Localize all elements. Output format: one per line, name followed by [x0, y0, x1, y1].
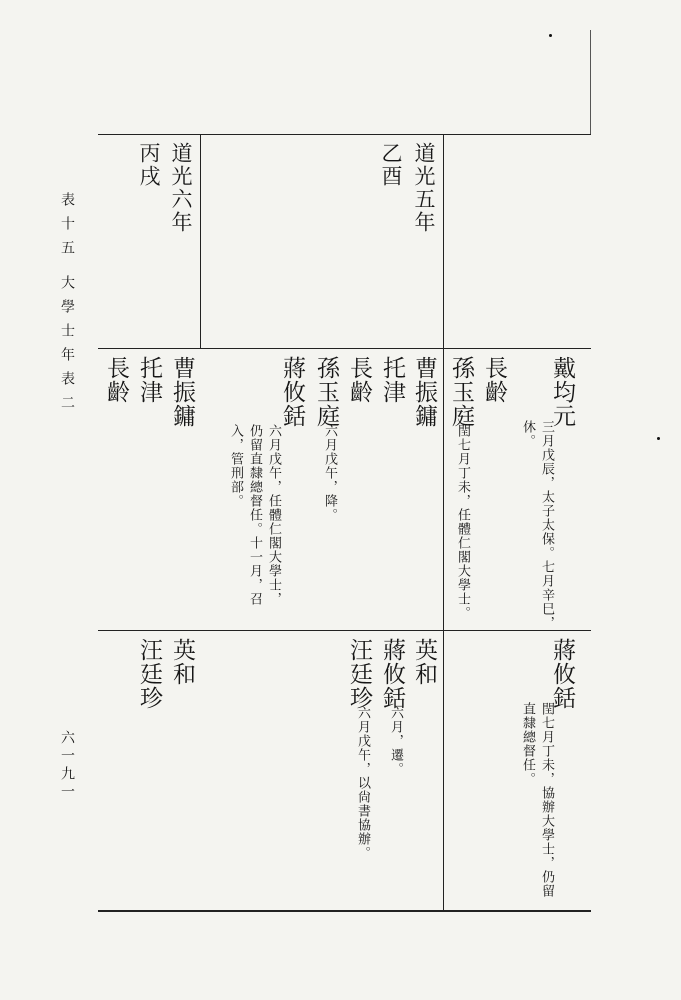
y5-manchu-name-5: 托津: [379, 356, 405, 404]
table-right-rule: [590, 30, 591, 134]
y5-manchu-name-1: 戴均元: [549, 356, 575, 428]
y5-manchu-name-2: 長齡: [481, 356, 507, 404]
scan-speck: [657, 437, 660, 440]
y5-manchu-note-3: 閏七月丁未，任體仁閣大學士。: [455, 424, 470, 620]
year-y5-era: 道光五年: [412, 142, 436, 234]
y5-assistant-note-1: 閏七月丁未，協辦大學士，仍留直隸總督任。: [520, 702, 554, 898]
y5-assistant-name-1: 蔣攸銛: [549, 638, 575, 710]
table-bottom-rule: [98, 910, 591, 912]
y5-assistant-note-4: 六月戊午，以尙書協辦。: [355, 706, 370, 860]
y5-manchu-note-7: 六月戊午，降。: [322, 424, 337, 522]
y6-manchu-name-2: 托津: [136, 356, 162, 404]
scan-speck: [549, 34, 552, 37]
y5-manchu-note-8: 六月戊午，任體仁閣大學士，仍留直隸總督任。十一月，召入，管刑部。: [228, 424, 281, 606]
y6-manchu-name-3: 長齡: [103, 356, 129, 404]
margin-table-title: 大學士年表二: [59, 275, 75, 419]
y6-assistant-name-1: 英和: [169, 638, 195, 686]
margin-page-number: 六一九一: [59, 730, 75, 802]
y5-manchu-name-7: 孫玉庭: [313, 356, 339, 428]
y5-manchu-name-8: 蔣攸銛: [279, 356, 305, 428]
y5-assistant-note-3: 六月，遷。: [388, 706, 403, 776]
margin-section: 表十五: [59, 192, 75, 264]
y5-assistant-name-4: 汪廷珍: [346, 638, 372, 710]
column-rule-2: [443, 134, 444, 910]
y6-manchu-name-1: 曹振鏞: [169, 356, 195, 428]
y5-manchu-name-3: 孫玉庭: [448, 356, 474, 428]
year-y6-era: 道光六年: [169, 142, 193, 234]
row-rule-1: [98, 348, 591, 349]
y6-assistant-name-2: 汪廷珍: [136, 638, 162, 710]
y5-manchu-note-1: 三月戊辰，太子太保。七月辛巳，休。: [520, 420, 554, 630]
y5-assistant-name-3: 蔣攸銛: [379, 638, 405, 710]
year-y5-ganzhi: 乙酉: [379, 142, 403, 188]
y5-manchu-name-6: 長齡: [346, 356, 372, 404]
y5-assistant-name-2: 英和: [411, 638, 437, 686]
column-rule-1: [200, 134, 201, 348]
table-top-rule: [98, 134, 591, 135]
year-y6-ganzhi: 丙戌: [137, 142, 161, 188]
y5-manchu-name-4: 曹振鏞: [411, 356, 437, 428]
